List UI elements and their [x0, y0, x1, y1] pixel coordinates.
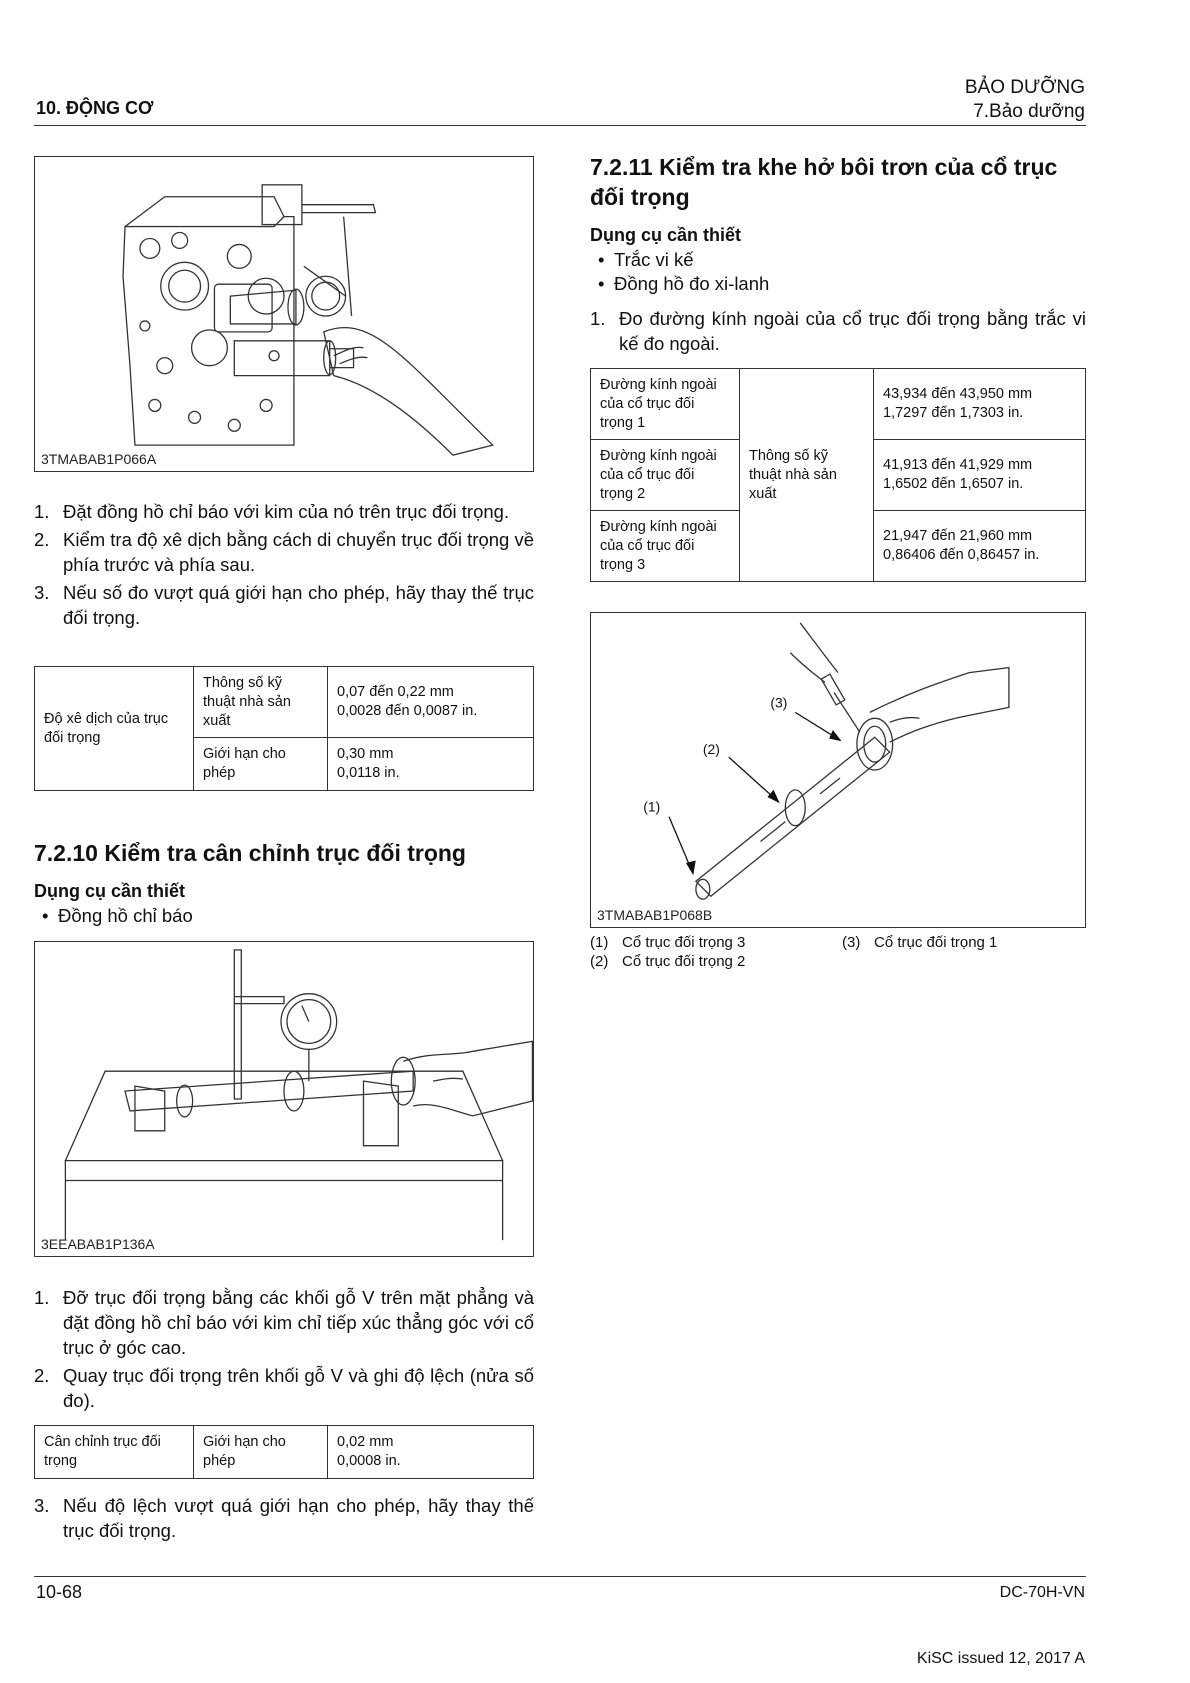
- steps-replace: [34, 1493, 534, 1546]
- tools-title: Dụng cụ cần thiết: [590, 225, 742, 245]
- header-chapter: [965, 76, 1085, 124]
- figure-code: 3TMABAB1P066A: [41, 451, 157, 467]
- table-cell-value: 21,947 đến 21,960 mm 0,86406 đến 0,86457 in.: [874, 511, 1086, 582]
- table-cell-label: Đường kính ngoài của cổ trục đối trọng 1: [591, 369, 740, 440]
- figure-journal-measure: [590, 612, 1086, 928]
- journal-measure-illustration: [591, 613, 1085, 927]
- engine-block-illustration: [35, 157, 533, 471]
- callout-label: (2): [702, 741, 720, 758]
- callout-label: (1): [643, 798, 661, 815]
- section-title-7-2-11: 7.2.11 Kiểm tra khe hở bôi trơn của cổ trục đối trọng: [590, 154, 1058, 210]
- header-chapter-line1: BẢO DƯỠNG: [964, 77, 1085, 98]
- steps-end-play: [34, 499, 534, 633]
- table-cell-limit-label: Giới hạn cho phép: [194, 1426, 328, 1479]
- figure-alignment-check: [34, 941, 534, 1257]
- list-item: • Đồng hồ chỉ báo: [34, 904, 193, 928]
- table-cell-spec-value: 0,07 đến 0,22 mm 0,0028 đến 0,0087 in.: [328, 667, 534, 738]
- list-item: • Trắc vi kế: [590, 248, 769, 272]
- figure-legend: [590, 933, 1086, 971]
- list-item: • Đồng hồ đo xi-lanh: [590, 272, 769, 296]
- tools-list: [590, 248, 769, 296]
- figure-engine-block: [34, 156, 534, 472]
- table-cell-value: 41,913 đến 41,929 mm 1,6502 đến 1,6507 in.: [874, 440, 1086, 511]
- callout-label: (3): [770, 694, 788, 711]
- footer-rule: [34, 1576, 1086, 1577]
- table-cell-label: Độ xê dịch của trục đối trọng: [35, 667, 194, 791]
- list-item: 1. Đặt đồng hồ chỉ báo với kim của nó trên trục đối trọng.: [34, 501, 510, 522]
- list-item: 2. Quay trục đối trọng trên khối gỗ V và ghi độ lệch (nửa số đo).: [34, 1365, 534, 1411]
- table-cell-label: Đường kính ngoài của cổ trục đối trọng 3: [591, 511, 740, 582]
- section-title-7-2-10: 7.2.10 Kiểm tra cân chỉnh trục đối trọng: [34, 840, 466, 866]
- tools-title: Dụng cụ cần thiết: [34, 881, 186, 901]
- list-item: 3. Nếu số đo vượt quá giới hạn cho phép, hãy thay thế trục đối trọng.: [34, 582, 534, 628]
- table-cell-label: Đường kính ngoài của cổ trục đối trọng 2: [591, 440, 740, 511]
- table-alignment: [34, 1425, 534, 1479]
- list-item: 1. Đỡ trục đối trọng bằng các khối gỗ V trên mặt phẳng và đặt đồng hồ chỉ báo với kim chỉ tiếp xúc thẳng góc với cổ trục ở góc cao.: [34, 1287, 534, 1358]
- table-cell-spec-label: Thông số kỹ thuật nhà sản xuất: [740, 369, 874, 582]
- table-cell-limit-value: 0,02 mm 0,0008 in.: [328, 1426, 534, 1479]
- table-cell-label: Cân chỉnh trục đối trọng: [35, 1426, 194, 1479]
- figure-code: 3EEABAB1P136A: [41, 1236, 155, 1252]
- steps-measure-od: [590, 306, 1086, 359]
- legend-item: (1) Cổ trục đối trọng 3: [590, 934, 746, 951]
- list-item: 3. Nếu độ lệch vượt quá giới hạn cho phép, hãy thay thế trục đối trọng.: [34, 1495, 534, 1541]
- figure-code: 3TMABAB1P068B: [597, 907, 713, 923]
- header-rule: [34, 125, 1086, 126]
- legend-item: (2) Cổ trục đối trọng 2: [590, 953, 746, 970]
- table-cell-limit-value: 0,30 mm 0,0118 in.: [328, 738, 534, 791]
- tools-list: [34, 904, 193, 928]
- legend-row: [590, 933, 1086, 952]
- header-section-title: 10. ĐỘNG CƠ: [36, 98, 154, 118]
- header-chapter-line2: 7.Bảo dưỡng: [973, 101, 1085, 122]
- legend-row: [590, 952, 1086, 971]
- table-cell-value: 43,934 đến 43,950 mm 1,7297 đến 1,7303 in.: [874, 369, 1086, 440]
- issue-note: KiSC issued 12, 2017 A: [916, 1650, 1085, 1667]
- legend-item: (3) Cổ trục đối trọng 1: [842, 934, 998, 951]
- alignment-check-illustration: [35, 942, 533, 1256]
- page-number: 10-68: [36, 1582, 83, 1602]
- steps-alignment: [34, 1285, 534, 1416]
- table-cell-spec-label: Thông số kỹ thuật nhà sản xuất: [194, 667, 328, 738]
- table-journal-od: [590, 368, 1086, 582]
- list-item: 1. Đo đường kính ngoài của cổ trục đối trọng bằng trắc vi kế đo ngoài.: [590, 308, 1086, 354]
- list-item: 2. Kiểm tra độ xê dịch bằng cách di chuyển trục đối trọng về phía trước và phía sau.: [34, 529, 534, 575]
- table-cell-limit-label: Giới hạn cho phép: [194, 738, 328, 791]
- table-end-play: [34, 666, 534, 791]
- document-code: DC-70H-VN: [999, 1584, 1085, 1601]
